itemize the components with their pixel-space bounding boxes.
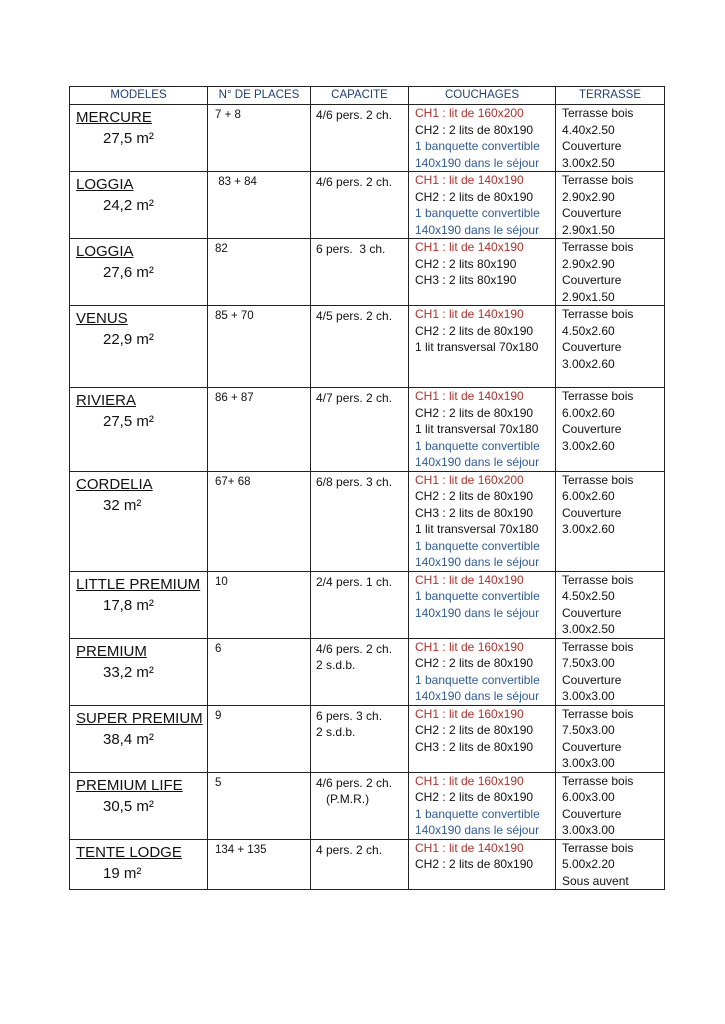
bedding-cell	[409, 571, 556, 638]
terrace-line: 3.00x2.60	[562, 356, 615, 371]
capacity-cell	[311, 172, 409, 239]
terrace-line: Couverture	[562, 422, 622, 436]
capacity-line: 4/6 pers. 2 ch.	[316, 641, 393, 656]
bedding-line: 1 banquette convertible	[415, 139, 540, 153]
model-cell	[70, 239, 208, 306]
table-row	[70, 388, 665, 472]
places-cell: 134 + 135	[208, 839, 311, 890]
terrace-line: Terrasse bois	[562, 840, 634, 855]
bedding-cell	[409, 772, 556, 839]
capacity-cell	[311, 839, 409, 890]
terrace-cell	[556, 638, 665, 705]
bedding-line: 1 banquette convertible	[415, 538, 540, 553]
bedding-line: CH1 : lit de 160x190	[415, 773, 524, 788]
terrace-line: Sous auvent	[562, 873, 629, 888]
bedding-line: CH1 : lit de 160x200	[415, 472, 524, 487]
bedding-line: 140x190 dans le séjour	[415, 455, 540, 469]
places-cell: 83 + 84	[208, 172, 311, 239]
terrace-line: Couverture	[562, 739, 622, 754]
bedding-line: 140x190 dans le séjour	[415, 689, 540, 703]
capacity-cell	[311, 388, 409, 472]
header-capacite: CAPACITE	[311, 87, 409, 105]
model-area: 17,8 m²	[103, 596, 154, 614]
table-body	[70, 105, 665, 890]
model-area: 19 m²	[103, 864, 142, 882]
terrace-line: Terrasse bois	[562, 572, 634, 587]
bedding-line: 1 lit transversal 70x180	[415, 522, 539, 536]
terrace-line: Couverture	[562, 273, 622, 287]
capacity-cell	[311, 772, 409, 839]
capacity-line: 4/7 pers. 2 ch.	[316, 391, 393, 405]
terrace-line: Terrasse bois	[562, 307, 634, 321]
terrace-line: Couverture	[562, 505, 622, 520]
model-cell	[70, 571, 208, 638]
table-row	[70, 705, 665, 772]
terrace-cell	[556, 105, 665, 172]
terrace-cell	[556, 388, 665, 472]
table-header-row	[70, 87, 665, 105]
terrace-line: 3.00x2.50	[562, 622, 615, 636]
capacity-line: 6 pers. 3 ch.	[316, 708, 383, 723]
terrace-line: Couverture	[562, 139, 622, 153]
bedding-cell	[409, 471, 556, 571]
places-cell: 5	[208, 772, 311, 839]
bedding-line: 1 banquette convertible	[415, 589, 540, 603]
bedding-line: 140x190 dans le séjour	[415, 823, 540, 837]
terrace-line: Couverture	[562, 340, 622, 354]
table-row	[70, 471, 665, 571]
terrace-cell	[556, 306, 665, 388]
terrace-line: Terrasse bois	[562, 472, 634, 487]
capacity-line: 4/6 pers. 2 ch.	[316, 775, 393, 790]
capacity-line: 4 pers. 2 ch.	[316, 842, 383, 857]
terrace-line: Couverture	[562, 206, 622, 220]
model-area: 30,5 m²	[103, 797, 154, 815]
model-name: RIVIERA	[76, 392, 137, 409]
terrace-cell	[556, 471, 665, 571]
model-area: 32 m²	[103, 496, 142, 514]
model-cell	[70, 105, 208, 172]
header-terrasse: TERRASSE	[556, 87, 665, 105]
bedding-line: 1 banquette convertible	[415, 206, 540, 220]
terrace-line: Terrasse bois	[562, 106, 634, 120]
bedding-line: CH3 : 2 lits 80x190	[415, 273, 517, 287]
terrace-line: 4.50x2.60	[562, 323, 615, 338]
bedding-line: CH1 : lit de 140x190	[415, 240, 524, 254]
terrace-line: 7.50x3.00	[562, 656, 615, 670]
model-name: VENUS	[76, 310, 128, 327]
bedding-cell	[409, 839, 556, 890]
terrace-line: 7.50x3.00	[562, 723, 615, 737]
bedding-cell	[409, 638, 556, 705]
table-row	[70, 638, 665, 705]
places-cell: 10	[208, 571, 311, 638]
capacity-cell	[311, 571, 409, 638]
capacity-line: 6 pers. 3 ch.	[316, 242, 386, 256]
bedding-line: CH2 : 2 lits de 80x190	[415, 323, 534, 338]
bedding-line: CH1 : lit de 160x190	[415, 706, 524, 721]
terrace-line: 2.90x2.90	[562, 256, 615, 271]
terrace-line: Terrasse bois	[562, 173, 634, 187]
terrace-line: 3.00x2.50	[562, 155, 615, 170]
bedding-line: CH2 : 2 lits de 80x190	[415, 189, 534, 204]
model-cell	[70, 772, 208, 839]
bedding-line: 140x190 dans le séjour	[415, 555, 540, 569]
terrace-line: Terrasse bois	[562, 389, 634, 403]
model-area: 27,5 m²	[103, 413, 154, 430]
bedding-line: 140x190 dans le séjour	[415, 155, 540, 170]
terrace-line: 6.00x2.60	[562, 489, 615, 503]
model-cell	[70, 705, 208, 772]
bedding-line: CH2 : 2 lits de 80x190	[415, 489, 534, 503]
terrace-line: Couverture	[562, 806, 622, 821]
terrace-line: 3.00x3.00	[562, 689, 615, 703]
bedding-cell	[409, 239, 556, 306]
places-cell: 67+ 68	[208, 471, 311, 571]
table-row	[70, 839, 665, 890]
capacity-cell	[311, 638, 409, 705]
capacity-cell	[311, 239, 409, 306]
bedding-line: 1 banquette convertible	[415, 806, 540, 821]
model-name: PREMIUM LIFE	[76, 776, 183, 794]
places-cell: 9	[208, 705, 311, 772]
bedding-line: 140x190 dans le séjour	[415, 222, 540, 237]
model-name: LOGGIA	[76, 176, 134, 193]
table-row	[70, 306, 665, 388]
model-area: 38,4 m²	[103, 730, 154, 748]
bedding-line: CH2 : 2 lits de 80x190	[415, 656, 534, 670]
capacity-cell	[311, 705, 409, 772]
capacity-line: 4/6 pers. 2 ch.	[316, 108, 393, 122]
model-area: 27,6 m²	[103, 264, 154, 281]
bedding-line: CH2 : 2 lits de 80x190	[415, 122, 534, 137]
capacity-line: 4/5 pers. 2 ch.	[316, 309, 393, 323]
model-cell	[70, 172, 208, 239]
table-row	[70, 105, 665, 172]
model-name: TENTE LODGE	[76, 843, 182, 861]
accommodation-table	[69, 86, 665, 890]
terrace-line: 3.00x3.00	[562, 823, 615, 837]
places-cell: 82	[208, 239, 311, 306]
table-row	[70, 772, 665, 839]
capacity-line: 2 s.d.b.	[316, 725, 356, 739]
header-couchages: COUCHAGES	[409, 87, 556, 105]
bedding-line: CH2 : 2 lits de 80x190	[415, 405, 534, 420]
terrace-cell	[556, 239, 665, 306]
bedding-cell	[409, 172, 556, 239]
table-row	[70, 571, 665, 638]
bedding-line: CH3 : 2 lits de 80x190	[415, 739, 534, 754]
terrace-line: Terrasse bois	[562, 639, 634, 654]
bedding-line: CH1 : lit de 140x190	[415, 840, 524, 855]
terrace-line: 5.00x2.20	[562, 857, 615, 871]
bedding-line: CH2 : 2 lits de 80x190	[415, 857, 534, 871]
terrace-line: 6.00x3.00	[562, 790, 615, 804]
header-places: N° DE PLACES	[208, 87, 311, 105]
capacity-line: 4/6 pers. 2 ch.	[316, 175, 393, 189]
model-area: 33,2 m²	[103, 663, 154, 681]
bedding-line: 1 lit transversal 70x180	[415, 422, 539, 436]
terrace-line: Terrasse bois	[562, 706, 634, 721]
terrace-cell	[556, 839, 665, 890]
model-cell	[70, 388, 208, 472]
places-cell: 7 + 8	[208, 105, 311, 172]
bedding-line: CH1 : lit de 140x190	[415, 572, 524, 587]
bedding-line: CH1 : lit de 160x190	[415, 639, 524, 654]
bedding-line: CH2 : 2 lits de 80x190	[415, 723, 534, 737]
model-cell	[70, 306, 208, 388]
model-name: LOGGIA	[76, 243, 134, 260]
terrace-cell	[556, 571, 665, 638]
terrace-line: Terrasse bois	[562, 773, 634, 788]
terrace-line: 3.00x2.60	[562, 438, 615, 453]
bedding-line: CH1 : lit de 140x190	[415, 307, 524, 321]
terrace-line: 4.50x2.50	[562, 589, 615, 603]
terrace-cell	[556, 172, 665, 239]
model-name: PREMIUM	[76, 642, 147, 660]
model-area: 22,9 m²	[103, 331, 154, 348]
terrace-line: 2.90x2.90	[562, 189, 615, 204]
bedding-line: CH1 : lit de 140x190	[415, 389, 524, 403]
terrace-cell	[556, 705, 665, 772]
capacity-cell	[311, 471, 409, 571]
bedding-cell	[409, 705, 556, 772]
bedding-line: CH2 : 2 lits de 80x190	[415, 790, 534, 804]
model-name: MERCURE	[76, 109, 152, 126]
model-cell	[70, 471, 208, 571]
bedding-line: 1 banquette convertible	[415, 438, 540, 453]
capacity-line: 2 s.d.b.	[316, 658, 356, 672]
bedding-cell	[409, 388, 556, 472]
terrace-line: 4.40x2.50	[562, 122, 615, 137]
terrace-cell	[556, 772, 665, 839]
places-cell: 86 + 87	[208, 388, 311, 472]
capacity-line: (P.M.R.)	[326, 792, 370, 806]
bedding-cell	[409, 306, 556, 388]
table-row	[70, 172, 665, 239]
capacity-line: 2/4 pers. 1 ch.	[316, 574, 393, 589]
model-area: 27,5 m²	[103, 130, 154, 147]
capacity-line: 6/8 pers. 3 ch.	[316, 474, 393, 489]
model-name: CORDELIA	[76, 475, 153, 493]
terrace-line: 6.00x2.60	[562, 405, 615, 420]
model-area: 24,2 m²	[103, 197, 154, 214]
terrace-line: Couverture	[562, 672, 622, 687]
model-cell	[70, 839, 208, 890]
terrace-line: 3.00x3.00	[562, 756, 615, 770]
capacity-cell	[311, 105, 409, 172]
bedding-cell	[409, 105, 556, 172]
model-name: LITTLE PREMIUM	[76, 575, 201, 593]
places-cell: 6	[208, 638, 311, 705]
bedding-line: CH1 : lit de 140x190	[415, 173, 524, 187]
terrace-line: Couverture	[562, 605, 622, 620]
bedding-line: 140x190 dans le séjour	[415, 605, 540, 620]
bedding-line: CH3 : 2 lits de 80x190	[415, 505, 534, 520]
bedding-line: 1 lit transversal 70x180	[415, 340, 539, 354]
places-cell: 85 + 70	[208, 306, 311, 388]
model-name: SUPER PREMIUM	[76, 709, 203, 727]
model-cell	[70, 638, 208, 705]
terrace-line: Terrasse bois	[562, 240, 634, 254]
table-row	[70, 239, 665, 306]
terrace-line: 2.90x1.50	[562, 289, 615, 304]
terrace-line: 3.00x2.60	[562, 522, 615, 536]
bedding-line: CH1 : lit de 160x200	[415, 106, 524, 120]
capacity-cell	[311, 306, 409, 388]
bedding-line: 1 banquette convertible	[415, 672, 540, 687]
terrace-line: 2.90x1.50	[562, 222, 615, 237]
bedding-line: CH2 : 2 lits 80x190	[415, 256, 517, 271]
header-modeles: MODELES	[70, 87, 208, 105]
